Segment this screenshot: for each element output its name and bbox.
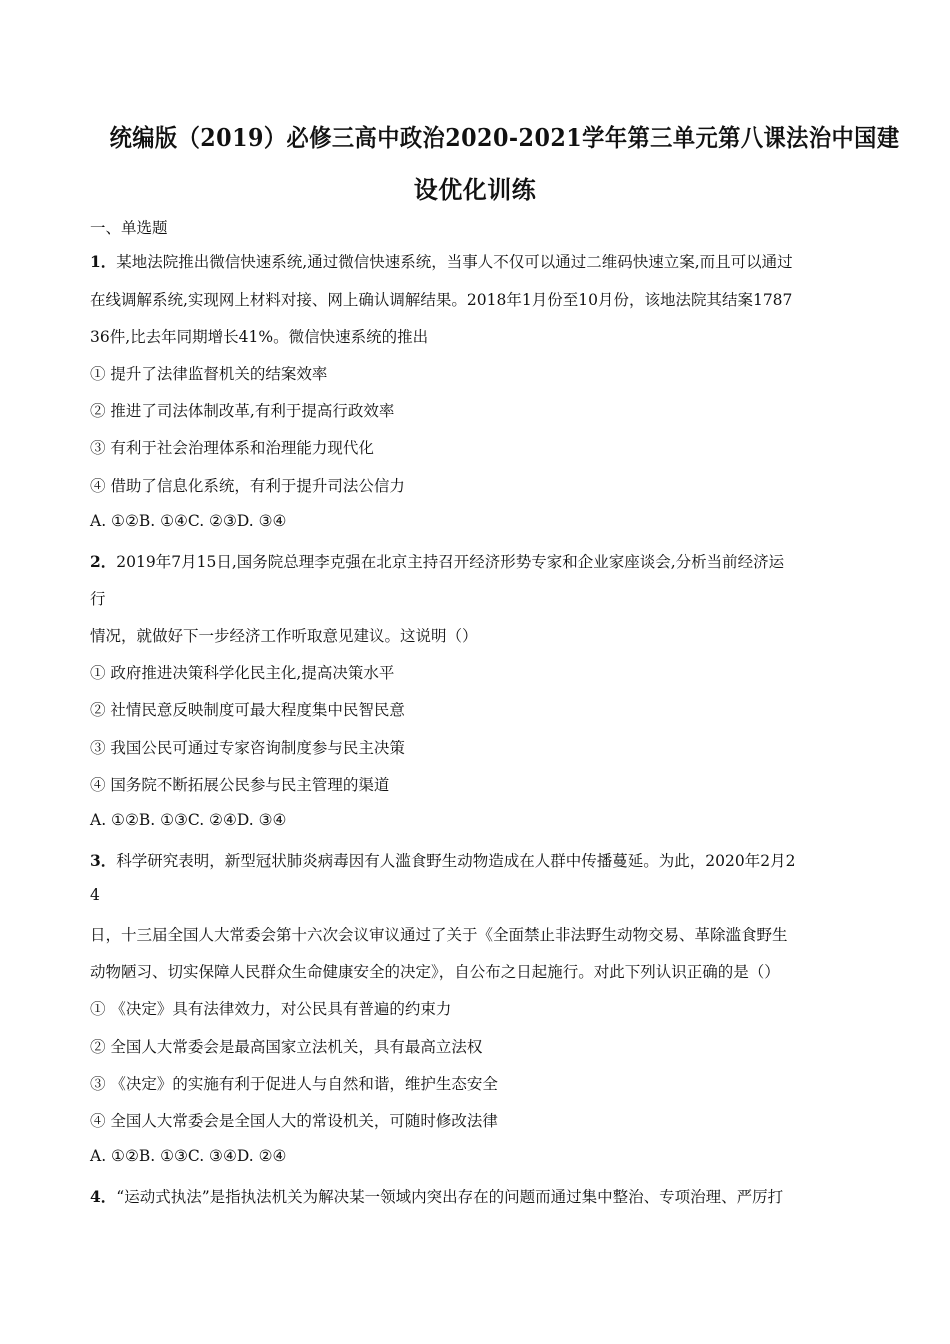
question-3-choice-d: D. ②④ [236,1147,287,1165]
question-4-number: 4． [90,1187,117,1206]
question-1-stem-line-3: 36件,比去年同期增长41%。微信快速系统的推出 [90,328,429,346]
question-3-choice-b: B. ①③ [138,1147,188,1165]
question-3-choice-c: C. ③④ [187,1147,237,1165]
question-3-stem-line-3: 日，十三届全国人大常委会第十六次会议审议通过了关于《全面禁止非法野生动物交易、革除滥食野生 [90,926,788,944]
document-title-line-2: 设优化训练 [413,175,537,204]
question-1-stem-text-1: 某地法院推出微信快速系统,通过微信快速系统，当事人不仅可以通过二维码快速立案,而且可以通过 [116,253,793,271]
question-1-choice-c: C. ②③ [187,512,237,530]
question-2-choices [90,811,286,829]
question-3-stem-text-1: 科学研究表明，新型冠状肺炎病毒因有人滥食野生动物造成在人群中传播蔓延。为此，2020年2月2 [116,852,796,870]
question-1-number: 1． [90,252,117,271]
question-1-choices [90,512,286,530]
question-3-item-4: ④ 全国人大常委会是全国人大的常设机关，可随时修改法律 [90,1112,498,1130]
question-2-item-2: ② 社情民意反映制度可最大程度集中民智民意 [90,701,405,719]
question-2-number: 2． [90,552,117,571]
question-4-stem-text-1: “运动式执法”是指执法机关为解决某一领域内突出存在的问题而通过集中整治、专项治理、严厉打 [116,1188,784,1206]
question-2-choice-a: A. ①② [90,811,139,829]
question-2-stem-text-1: 2019年7月15日,国务院总理李克强在北京主持召开经济形势专家和企业家座谈会,分析当前经济运 [116,553,785,571]
question-1-item-3: ③ 有利于社会治理体系和治理能力现代化 [90,439,374,457]
question-2-item-3: ③ 我国公民可通过专家咨询制度参与民主决策 [90,739,405,757]
question-2-choice-c: C. ②④ [187,811,237,829]
question-2-item-1: ① 政府推进决策科学化民主化,提高决策水平 [90,664,395,682]
question-3-item-3: ③ 《决定》的实施有利于促进人与自然和谐，维护生态安全 [90,1075,498,1093]
question-3-number: 3． [90,851,117,870]
question-3-item-1: ① 《决定》具有法律效力，对公民具有普遍的约束力 [90,1000,452,1018]
question-1-stem-line-1 [90,250,793,272]
question-3-item-2: ② 全国人大常委会是最高国家立法机关，具有最高立法权 [90,1038,483,1056]
question-1-item-1: ① 提升了法律监督机关的结案效率 [90,365,328,383]
question-2-stem-line-1 [90,550,784,572]
question-2-item-4: ④ 国务院不断拓展公民参与民主管理的渠道 [90,776,390,794]
question-1-choice-d: D. ③④ [236,512,287,530]
question-2-choice-d: D. ③④ [236,811,287,829]
question-2-choice-b: B. ①③ [138,811,188,829]
question-1-choice-b: B. ①④ [138,512,188,530]
question-1-stem-line-2: 在线调解系统,实现网上材料对接、网上确认调解结果。2018年1月份至10月份，该地法院其结案1787 [90,291,793,309]
question-3-stem-line-4: 动物陋习、切实保障人民群众生命健康安全的决定》，自公布之日起施行。对此下列认识正确的是（） [90,963,780,981]
question-2-stem-line-3: 情况，就做好下一步经济工作听取意见建议。这说明（） [90,627,478,645]
question-3-choices [90,1147,286,1165]
section-heading: 一、单选题 [90,219,168,237]
question-1-item-4: ④ 借助了信息化系统，有利于提升司法公信力 [90,477,405,495]
question-3-choice-a: A. ①② [90,1147,139,1165]
question-4-stem-line-1 [90,1185,783,1207]
question-1-choice-a: A. ①② [90,512,139,530]
question-2-stem-line-2: 行 [90,590,106,608]
question-3-stem-line-2: 4 [90,886,100,904]
question-3-stem-line-1 [90,849,795,871]
document-title-line-1: 统编版（2019）必修三高中政治2020-2021学年第三单元第八课法治中国建 [109,123,900,152]
question-1-item-2: ② 推进了司法体制改革,有利于提高行政效率 [90,402,395,420]
